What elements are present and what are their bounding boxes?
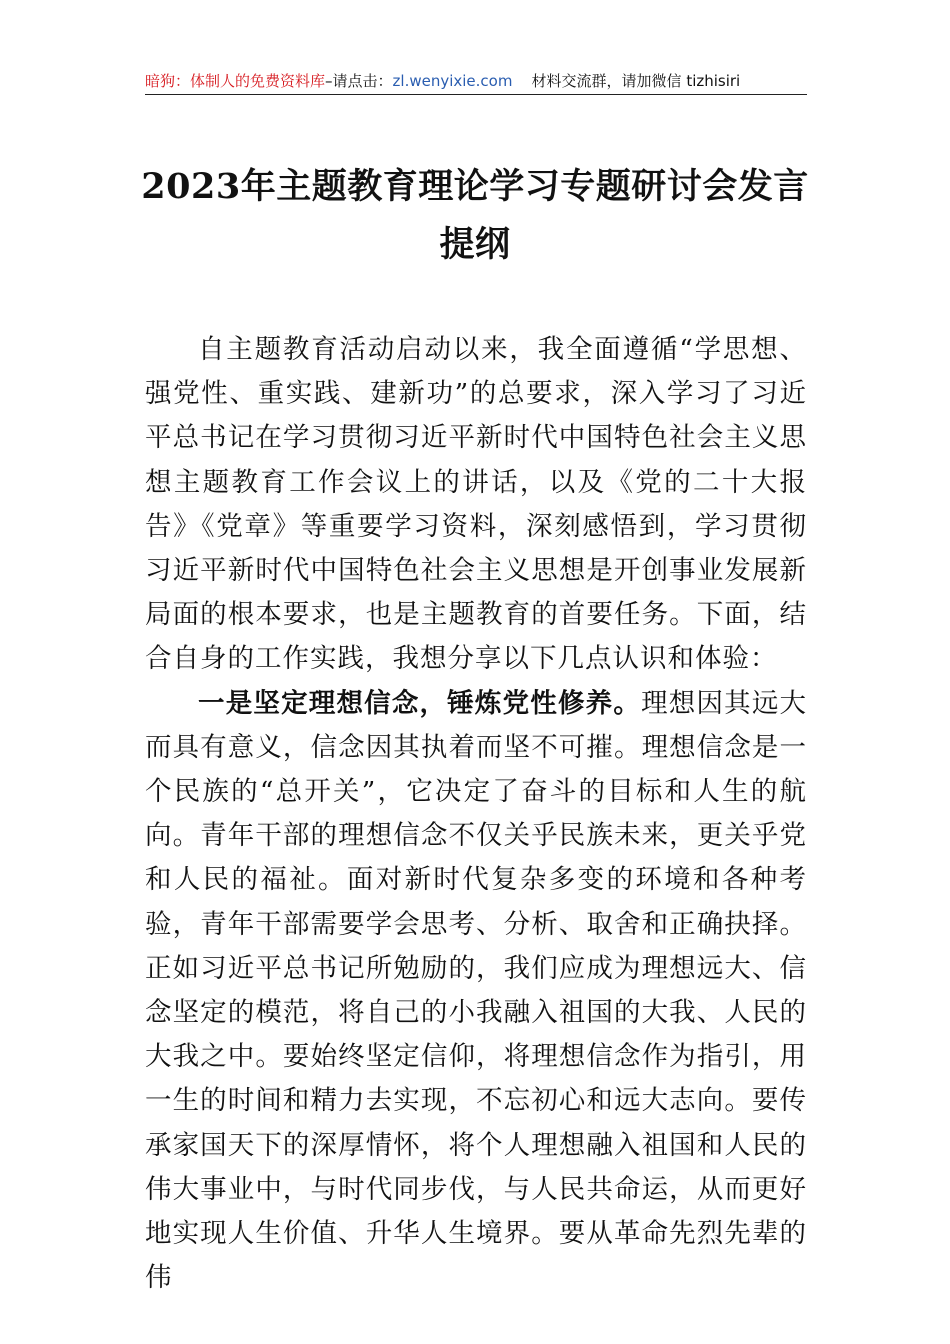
header-divider (145, 94, 807, 95)
paragraph-point-1-text: 理想因其远大而具有意义，信念因其执着而坚不可摧。理想信念是一个民族的“总开关”，它决定了奋斗的目标和人生的航向。青年干部的理想信念不仅关乎民族未来，更关乎党和人民的福祉。面对新时代复杂多变的环境和各种考验，青年干部需要学会思考、分析、取舍和正确抉择。正如习近平总书记所勉励的，我们应成为理想远大、信念坚定的模范，将自己的小我融入祖国的大我、人民的大我之中。要始终坚定信仰，将理想信念作为指引，用一生的时间和精力去实现，不忘初心和远大志向。要传承家国天下的深厚情怀，将个人理想融入祖国和人民的伟大事业中，与时代同步伐，与人民共命运，从而更好地实现人生价值、升华人生境界。要从革命先烈先辈的伟 (145, 687, 808, 1294)
paragraph-intro-text: 自主题教育活动启动以来，我全面遵循“学思想、强党性、重实践、建新功”的总要求，深入学习了习近平总书记在学习贯彻习近平新时代中国特色社会主义思想主题教育工作会议上的讲话，以及《党的二十大报告》《党章》等重要学习资料，深刻感悟到，学习贯彻习近平新时代中国特色社会主义思想是开创事业发展新局面的根本要求，也是主题教育的首要任务。下面，结合自身的工作实践，我想分享以下几点认识和体验： (145, 334, 807, 675)
page-header (145, 70, 805, 92)
header-prompt: –请点击： (325, 72, 393, 90)
document-body (145, 328, 807, 1300)
header-contact: 材料交流群，请加微信 tizhisiri (531, 72, 741, 90)
header-brand: 暗狗：体制人的免费资料库 (145, 72, 326, 90)
paragraph-point-1-heading: 一是坚定理想信念，锤炼党性修养。 (198, 687, 642, 719)
paragraph-intro (145, 328, 807, 682)
header-url-link[interactable]: zl.wenyixie.com (392, 72, 513, 90)
title-line-2: 提纲 (439, 224, 511, 265)
document-title (100, 158, 850, 274)
paragraph-point-1 (145, 682, 807, 1301)
title-line-1: 2023年主题教育理论学习专题研讨会发言 (141, 166, 809, 207)
